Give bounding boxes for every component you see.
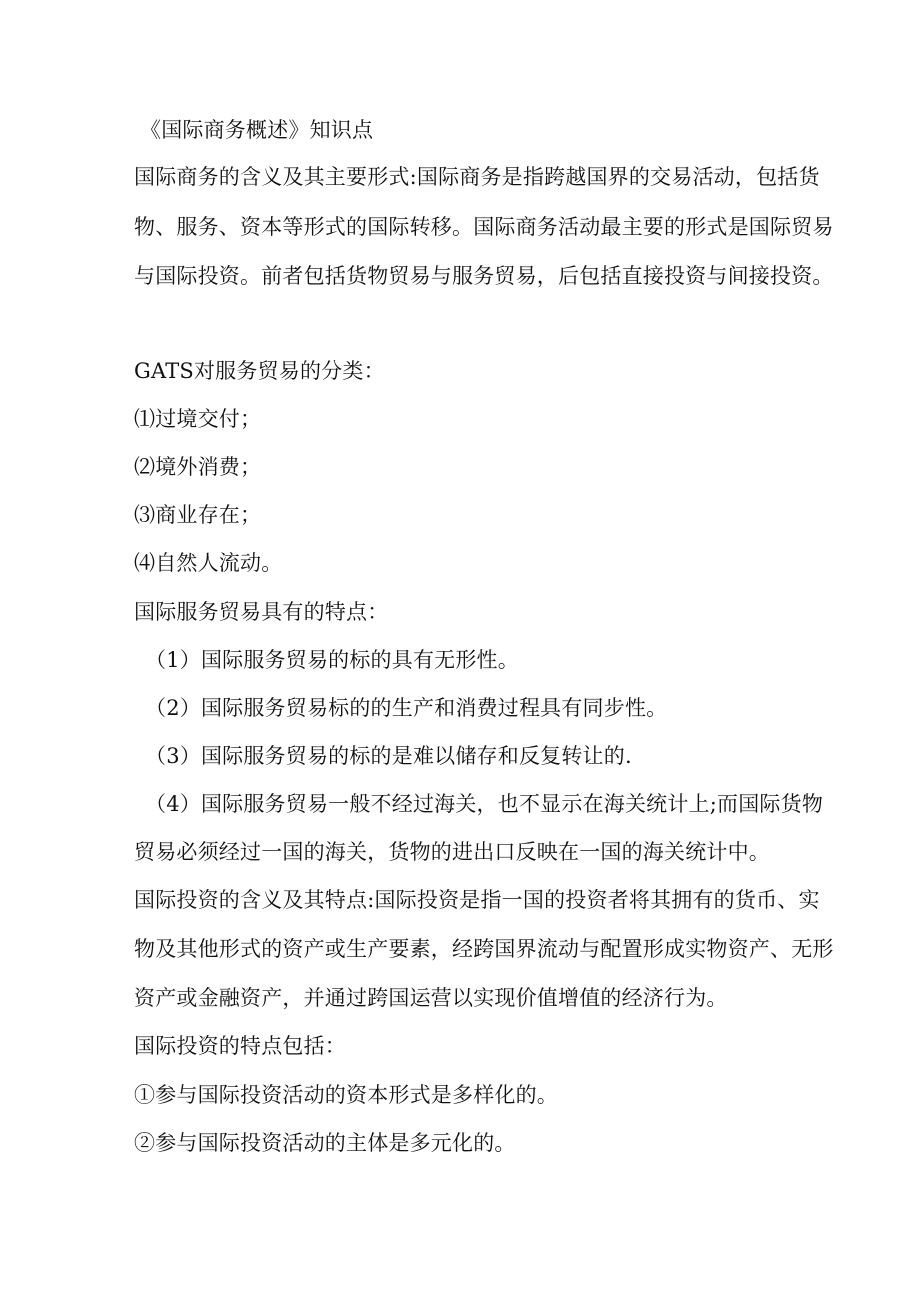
paragraph-line: 物及其他形式的资产或生产要素，经跨国界流动与配置形成实物资产、无形 [134,937,834,961]
section-heading: 国际服务贸易具有的特点： [134,600,389,624]
list-item: （2）国际服务贸易标的的生产和消费过程具有同步性。 [145,696,668,720]
paragraph-line: 国际商务的含义及其主要形式:国际商务是指跨越国界的交易活动，包括货 [134,165,820,189]
section-heading: GATS对服务贸易的分类： [134,359,385,383]
paragraph-line: 资产或金融资产，并通过跨国运营以实现价值增值的经济行为。 [134,986,728,1010]
list-item: ⑵境外消费； [134,455,262,479]
paragraph-line: 贸易必须经过一国的海关，货物的进出口反映在一国的海关统计中。 [134,840,770,864]
list-item: ②参与国际投资活动的主体是多元化的。 [134,1131,516,1155]
paragraph-line: 物、服务、资本等形式的国际转移。国际商务活动最主要的形式是国际贸易 [134,215,834,239]
list-item: （1）国际服务贸易的标的具有无形性。 [145,648,519,672]
document-title: 《国际商务概述》知识点 [140,118,374,142]
paragraph-line: 与国际投资。前者包括货物贸易与服务贸易，后包括直接投资与间接投资。 [134,264,834,288]
list-item: （4）国际服务贸易一般不经过海关，也不显示在海关统计上;而国际货物 [145,792,824,816]
list-item: ①参与国际投资活动的资本形式是多样化的。 [134,1083,558,1107]
paragraph-line: 国际投资的含义及其特点:国际投资是指一国的投资者将其拥有的货币、实 [134,888,820,912]
list-item: ⑴过境交付； [134,407,262,431]
list-item: ⑷自然人流动。 [134,551,283,575]
list-item: ⑶商业存在； [134,503,262,527]
section-heading: 国际投资的特点包括： [134,1034,346,1058]
list-item: （3）国际服务贸易的标的是难以储存和反复转让的. [145,744,632,768]
